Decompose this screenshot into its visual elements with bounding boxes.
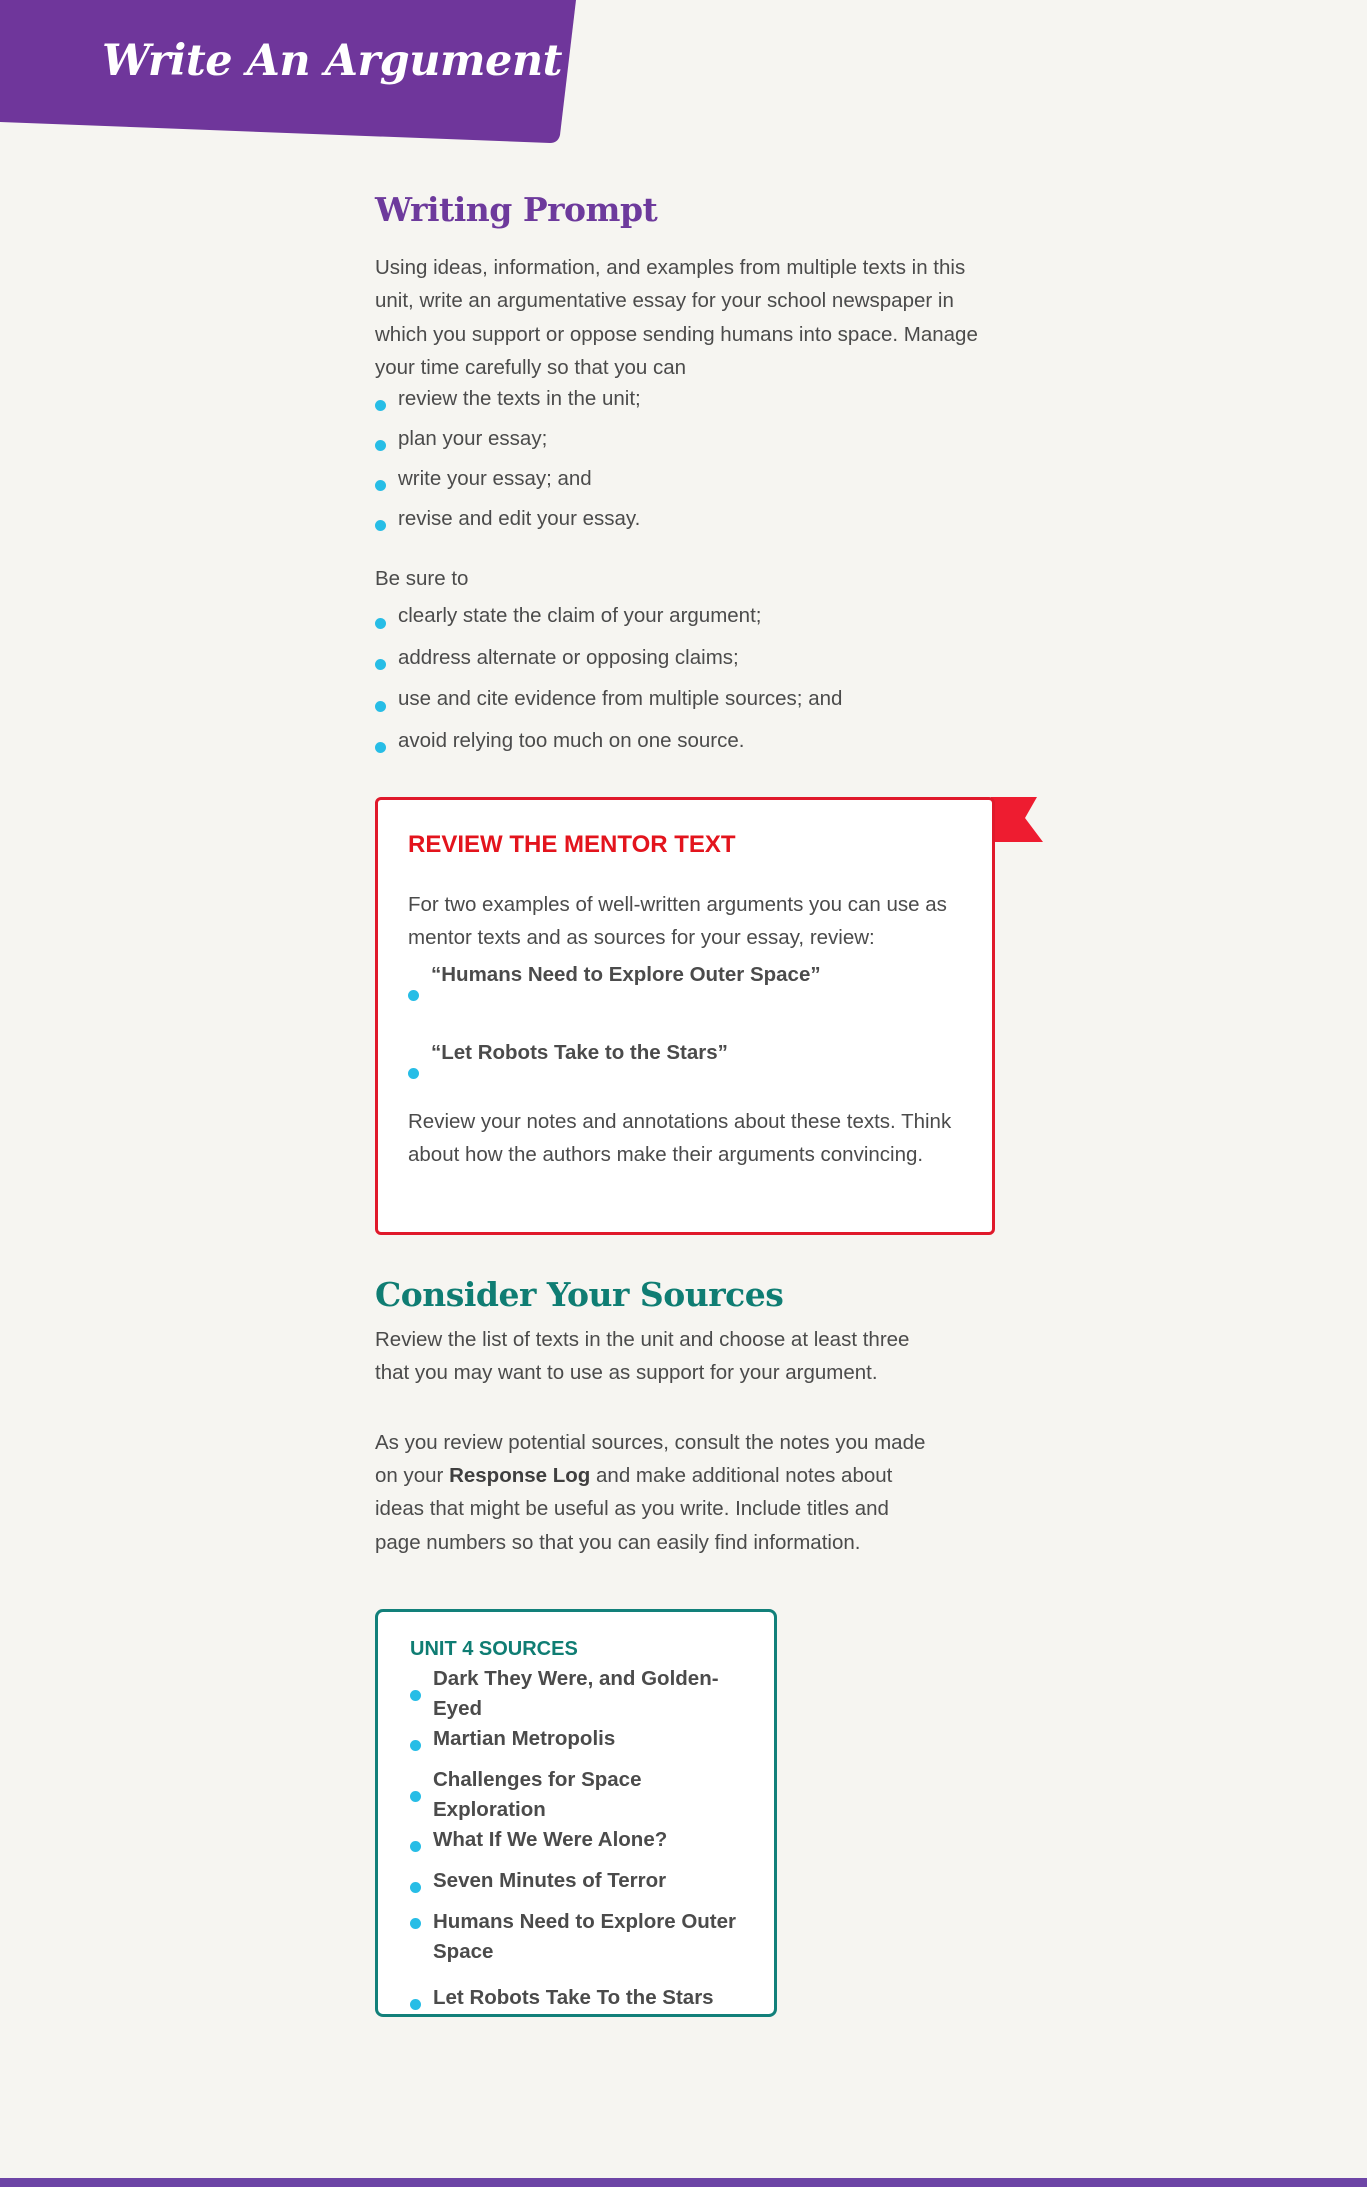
- list-item: [375, 464, 1015, 504]
- source-title: Challenges for Space Exploration: [433, 1767, 642, 1821]
- main-content: [375, 185, 1015, 2017]
- list-item: [375, 684, 1015, 726]
- list-item: [410, 1765, 754, 1825]
- bullet-icon: [375, 659, 386, 670]
- bullet-icon: [408, 1068, 419, 1079]
- header-banner: [0, 0, 580, 145]
- mentor-text-title: “Let Robots Take to the Stars”: [431, 1040, 728, 1064]
- bullet-icon: [375, 440, 386, 451]
- list-item-text: address alternate or opposing claims;: [398, 645, 739, 669]
- list-item: [410, 1907, 754, 1983]
- list-item-text: plan your essay;: [398, 427, 548, 451]
- source-title: Dark They Were, and Golden-Eyed: [433, 1666, 719, 1720]
- bullet-icon: [375, 742, 386, 753]
- bullet-icon: [375, 480, 386, 491]
- list-item-text: review the texts in the unit;: [398, 387, 641, 411]
- source-title: Let Robots Take To the Stars: [433, 1985, 714, 2009]
- bullet-icon: [410, 1999, 421, 2010]
- writing-prompt-intro: Using ideas, information, and examples from multiple texts in this unit, write an argumentative essay for your school newspaper in which you support or oppose sending humans into space. Manage your time carefully so that you can: [375, 256, 978, 379]
- prompt-steps-list: [375, 384, 1015, 544]
- bullet-icon: [375, 701, 386, 712]
- list-item: [375, 601, 1015, 643]
- bullet-icon: [410, 1841, 421, 1852]
- list-item: [408, 955, 962, 1033]
- sources-paragraph-1: Review the list of texts in the unit and choose at least three that you may want to use as support for your argument.: [375, 1328, 910, 1385]
- bullet-icon: [410, 1740, 421, 1751]
- writing-prompt-heading: Writing Prompt: [375, 190, 658, 229]
- mentor-intro: For two examples of well-written arguments you can use as mentor texts and as sources for your essay, review:: [408, 893, 947, 950]
- source-title: Seven Minutes of Terror: [433, 1868, 667, 1892]
- list-item: [410, 1724, 754, 1765]
- sources-paragraph-2: As you review potential sources, consult the notes you made on your Response Log and make additional notes about ideas that might be useful as you write. Include titles and page numbers so that you can easily find information.: [375, 1430, 926, 1554]
- list-item: [375, 384, 1015, 424]
- page-title: Write An Argument: [102, 36, 562, 86]
- bullet-icon: [408, 990, 419, 1001]
- bullet-icon: [410, 1918, 421, 1929]
- bullet-icon: [410, 1882, 421, 1893]
- mentor-outro: Review your notes and annotations about these texts. Think about how the authors make their arguments convincing.: [408, 1109, 952, 1167]
- mentor-text-callout: [375, 797, 995, 1235]
- list-item-text: write your essay; and: [398, 467, 592, 491]
- bullet-icon: [410, 1791, 421, 1802]
- source-title: What If We Were Alone?: [433, 1827, 668, 1851]
- list-item: [375, 424, 1015, 464]
- list-item: [410, 1866, 754, 1907]
- source-title: Humans Need to Explore Outer Space: [433, 1909, 737, 1963]
- list-item: [410, 1825, 754, 1866]
- bullet-icon: [375, 520, 386, 531]
- list-item-text: avoid relying too much on one source.: [398, 728, 745, 752]
- list-item: [408, 1033, 962, 1111]
- bullet-icon: [375, 400, 386, 411]
- unit-sources-title: UNIT 4 SOURCES: [410, 1637, 578, 1660]
- source-title: Martian Metropolis: [433, 1726, 616, 1750]
- response-log-term: Response Log: [449, 1464, 591, 1488]
- list-item: [375, 726, 1015, 768]
- unit-sources-box: [375, 1609, 777, 2017]
- bullet-icon: [375, 618, 386, 629]
- list-item-text: use and cite evidence from multiple sources; and: [398, 687, 843, 711]
- list-item: [410, 1983, 754, 2024]
- bottom-bar: [0, 2178, 1367, 2187]
- list-item-text: revise and edit your essay.: [398, 507, 641, 531]
- requirements-list: [375, 601, 1015, 767]
- sources-heading: Consider Your Sources: [375, 1275, 784, 1315]
- list-item-text: clearly state the claim of your argument;: [398, 604, 762, 628]
- mentor-title: REVIEW THE MENTOR TEXT: [408, 831, 736, 859]
- unit-sources-list: [410, 1664, 754, 2024]
- be-sure-label: Be sure to: [375, 567, 469, 591]
- mentor-texts-list: [408, 955, 962, 1111]
- mentor-text-box: [375, 797, 995, 1235]
- list-item: [375, 504, 1015, 544]
- bullet-icon: [410, 1690, 421, 1701]
- flag-icon: [991, 797, 1045, 843]
- mentor-text-title: “Humans Need to Explore Outer Space”: [431, 962, 821, 986]
- list-item: [410, 1664, 754, 1724]
- list-item: [375, 643, 1015, 685]
